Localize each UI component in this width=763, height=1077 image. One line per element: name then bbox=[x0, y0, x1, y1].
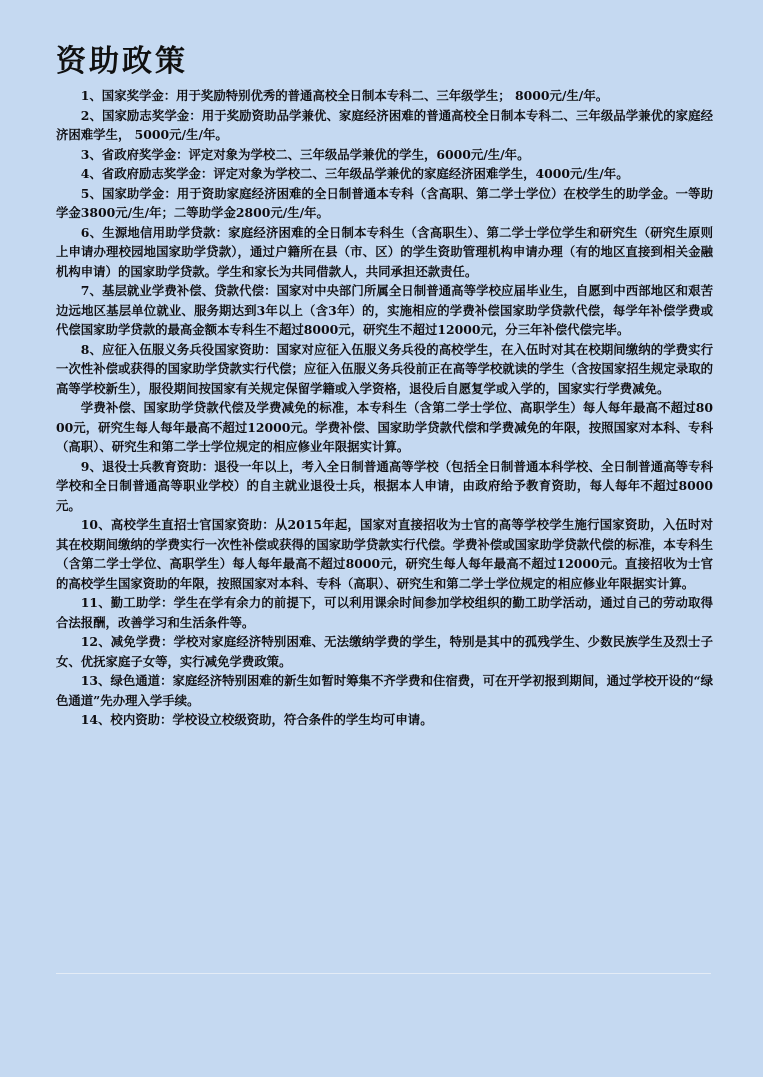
policy-list bbox=[56, 86, 713, 730]
policy-item-2: 2、国家励志奖学金：用于奖励资助品学兼优、家庭经济困难的普通高校全日制本专科二、三年级品学兼优的家庭经济困难学生， 5000元/生/年。 bbox=[56, 107, 713, 142]
policy-item-5: 5、国家助学金：用于资助家庭经济困难的全日制普通本专科（含高职、第二学士学位）在校学生的助学金。一等助学金3800元/生/年；二等助学金2800元/生/年。 bbox=[56, 185, 713, 220]
policy-item-6: 6、生源地信用助学贷款：家庭经济困难的全日制本专科生（含高职生）、第二学士学位学生和研究生（研究生原则上申请办理校园地国家助学贷款），通过户籍所在县（市、区）的学生资助管理机构申请办理（有的地区直接到相关金融机构申请）的国家助学贷款。学生和家长为共同借款人，共同承担还款责任。 bbox=[56, 224, 713, 279]
policy-item-8: 8、应征入伍服义务兵役国家资助：国家对应征入伍服义务兵役的高校学生，在入伍时对其在校期间缴纳的学费实行一次性补偿或获得的国家助学贷款实行代偿；应征入伍服义务兵役前正在高等学校就读的学生（含按国家招生规定录取的高等学校新生），服役期间按国家有关规定保留学籍或入学资格，退役后自愿复学或入学的，国家实行学费减免。 bbox=[56, 341, 713, 396]
policy-item-10: 10、高校学生直招士官国家资助：从2015年起，国家对直接招收为士官的高等学校学生施行国家资助，入伍时对其在校期间缴纳的学费实行一次性补偿或获得的国家助学贷款实行代偿。学费补偿或国家助学贷款代偿的标准，本专科生（含第二学士学位、高职学生）每人每年最高不超过8000元，研究生每人每年最高不超过12000元。直接招收为士官的高校学生国家资助的年限，按照国家对本科、专科（高职）、研究生和第二学士学位规定的相应修业年限据实计算。 bbox=[56, 517, 713, 591]
policy-item-7: 7、基层就业学费补偿、贷款代偿：国家对中央部门所属全日制普通高等学校应届毕业生，自愿到中西部地区和艰苦边远地区基层单位就业、服务期达到3年以上（含3年）的，实施相应的学费补偿国家助学贷款代偿，每学年补偿学费或代偿国家助学贷款的最高金额本专科生不超过8000元，研究生不超过12000元，分三年补偿代偿完毕。 bbox=[56, 283, 713, 337]
policy-item-4: 4、省政府励志奖学金：评定对象为学校二、三年级品学兼优的家庭经济困难学生，4000元/生/年。 bbox=[80, 166, 629, 181]
policy-item-3: 3、省政府奖学金：评定对象为学校二、三年级品学兼优的学生，6000元/生/年。 bbox=[80, 146, 530, 162]
policy-item-1: 1、国家奖学金：用于奖励特别优秀的普通高校全日制本专科二、三年级学生； 8000元/生/年。 bbox=[80, 88, 609, 103]
policy-item-9: 9、退役士兵教育资助：退役一年以上，考入全日制普通高等学校（包括全日制普通本科学校、全日制普通高等专科学校和全日制普通高等职业学校）的自主就业退役士兵，根据本人申请，由政府给予教育资助，每人每年不超过8000元。 bbox=[56, 458, 713, 513]
page-title: 资助政策 bbox=[56, 44, 188, 79]
policy-item-12: 12、减免学费：学校对家庭经济特别困难、无法缴纳学费的学生，特别是其中的孤残学生、少数民族学生及烈士子女、优抚家庭子女等，实行减免学费政策。 bbox=[56, 634, 713, 669]
policy-item-11: 11、勤工助学：学生在学有余力的前提下，可以利用课余时间参加学校组织的勤工助学活动，通过自己的劳动取得合法报酬，改善学习和生活条件等。 bbox=[56, 595, 713, 630]
policy-item-13: 13、绿色通道：家庭经济特别困难的新生如暂时筹集不齐学费和住宿费，可在开学初报到期间，通过学校开设的“绿色通道”先办理入学手续。 bbox=[56, 673, 713, 708]
policy-item-14: 14、校内资助：学校设立校级资助，符合条件的学生均可申请。 bbox=[80, 712, 433, 727]
footer-divider bbox=[56, 973, 711, 974]
policy-item-8-standard: 学费补偿、国家助学贷款代偿及学费减免的标准，本专科生（含第二学士学位、高职学生）每人每年最高不超过8000元，研究生每人每年最高不超过12000元。学费补偿、国家助学贷款代偿和学费减免的年限，按照国家对本科、专科（高职）、研究生和第二学士学位规定的相应修业年限据实计算。 bbox=[56, 400, 713, 454]
